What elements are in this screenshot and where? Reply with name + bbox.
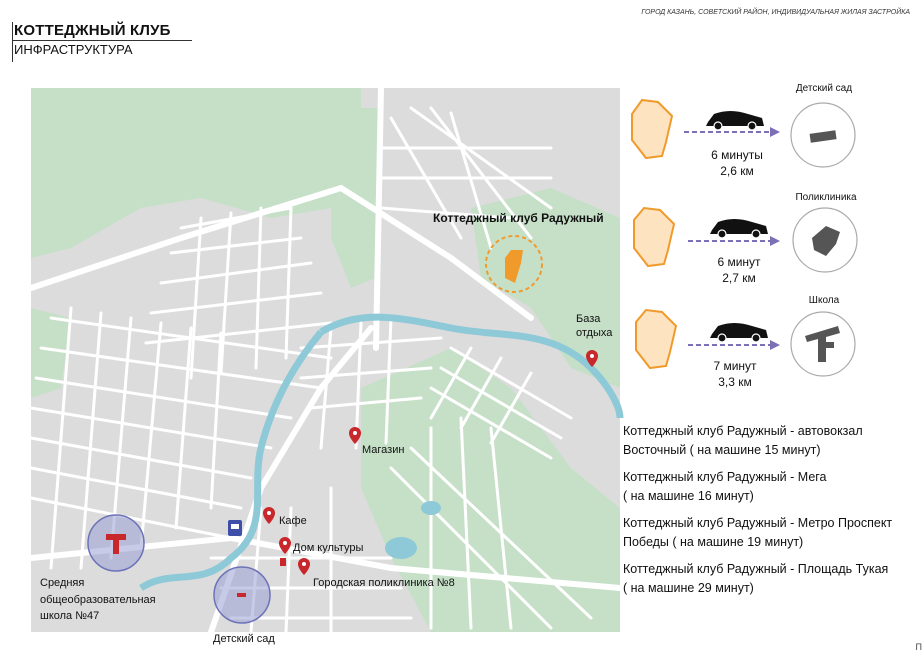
school-label-line3: школа №47 bbox=[40, 610, 100, 622]
club-label: Коттеджный клуб Радужный bbox=[433, 211, 604, 225]
culture-label: Дом культуры bbox=[293, 542, 364, 554]
destination-name-school: Школа bbox=[808, 295, 840, 306]
destination-time-kindergarten bbox=[687, 147, 787, 179]
page-number: П bbox=[915, 642, 922, 652]
travel-distance: 3,3 км bbox=[718, 375, 752, 389]
route-line: ( на машине 16 минут) bbox=[623, 489, 754, 503]
kindergarten-building-icon bbox=[237, 593, 246, 597]
shop-label: Магазин bbox=[362, 444, 405, 456]
route-line: ( на машине 29 минут) bbox=[623, 581, 754, 595]
infrastructure-map[interactable] bbox=[31, 88, 620, 645]
plot-icon bbox=[632, 100, 672, 158]
route-line: Коттеджный клуб Радужный - Площадь Тукая bbox=[623, 562, 889, 576]
route-line: Восточный ( на машине 15 минут) bbox=[623, 443, 821, 457]
destination-time-clinic bbox=[689, 254, 789, 286]
page-title: КОТТЕДЖНЫЙ КЛУБ bbox=[14, 22, 171, 39]
school-label-line1: Средняя bbox=[40, 577, 85, 589]
route-item-bus-station bbox=[623, 422, 923, 460]
route-line: Коттеджный клуб Радужный - Метро Проспект bbox=[623, 516, 893, 530]
travel-distance: 2,6 км bbox=[720, 164, 754, 178]
route-item-tukay bbox=[623, 560, 923, 598]
travel-time: 6 минут bbox=[717, 255, 761, 269]
route-line: Коттеджный клуб Радужный - Мега bbox=[623, 470, 827, 484]
travel-distance: 2,7 км bbox=[722, 271, 756, 285]
kindergarten-label: Детский сад bbox=[213, 633, 275, 645]
plot-icon bbox=[634, 208, 674, 266]
header-rule-vertical bbox=[12, 22, 13, 62]
base-label-line2: отдыха bbox=[576, 327, 613, 339]
clinic-label: Городская поликлиника №8 bbox=[313, 577, 455, 589]
travel-times-panel bbox=[620, 80, 924, 400]
destination-name-kindergarten: Детский сад bbox=[795, 83, 853, 94]
school-label-line2: общеобразовательная bbox=[40, 594, 156, 606]
travel-time: 6 минуты bbox=[711, 148, 763, 162]
location-caption: ГОРОД КАЗАНЬ, СОВЕТСКИЙ РАЙОН, ИНДИВИДУАЛЬНАЯ ЖИЛАЯ ЗАСТРОЙКА bbox=[641, 9, 910, 16]
route-line: Победы ( на машине 19 минут) bbox=[623, 535, 804, 549]
base-label-line1: База bbox=[576, 313, 601, 325]
route-line: Коттеджный клуб Радужный - автовокзал bbox=[623, 424, 863, 438]
cafe-label: Кафе bbox=[279, 515, 307, 527]
plot-icon bbox=[636, 310, 676, 368]
header-rule bbox=[12, 40, 192, 41]
route-item-metro bbox=[623, 514, 923, 552]
clinic-small-building-icon bbox=[280, 558, 286, 566]
route-item-mega bbox=[623, 468, 923, 506]
page-subtitle: ИНФРАСТРУКТУРА bbox=[14, 42, 133, 57]
destination-name-clinic: Поликлиника bbox=[795, 192, 857, 203]
destination-time-school bbox=[685, 358, 785, 390]
travel-time: 7 минут bbox=[713, 359, 757, 373]
